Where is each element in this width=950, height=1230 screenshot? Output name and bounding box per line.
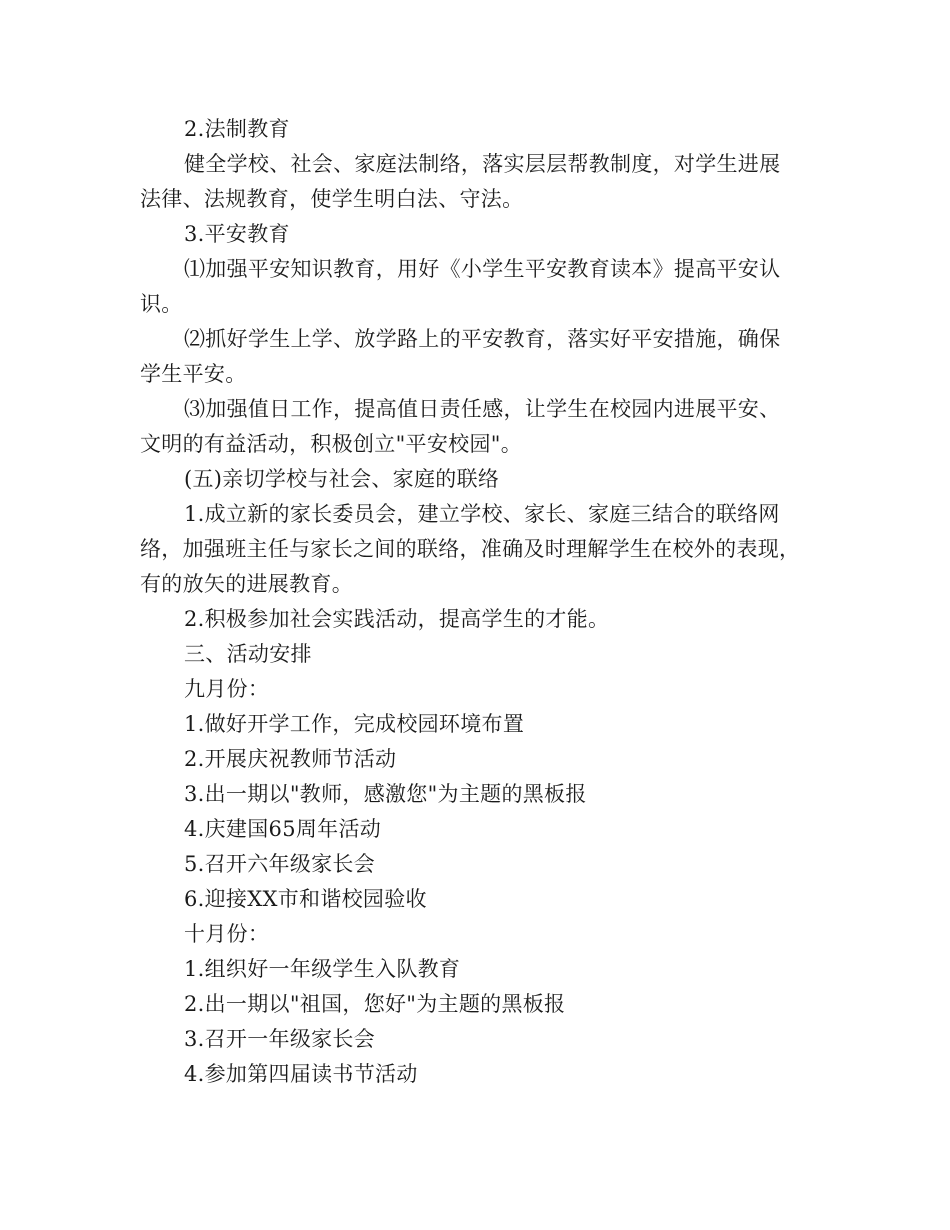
list-item: 2.开展庆祝教师节活动: [184, 747, 397, 771]
section-heading: (五)亲切学校与社会、家庭的联络: [184, 467, 500, 491]
paragraph-line: 识。: [140, 292, 183, 316]
list-item: 4.庆建国65周年活动: [184, 817, 382, 841]
month-heading: 九月份：: [184, 677, 270, 701]
section-heading: 3.平安教育: [184, 222, 290, 246]
list-item: 1.组织好一年级学生入队教育: [184, 957, 461, 981]
paragraph-line: ⑶加强值日工作，提高值日责任感，让学生在校园内进展平安、: [184, 397, 781, 421]
list-item: 1.做好开学工作，完成校园环境布置: [184, 712, 525, 736]
paragraph-line: 2.积极参加社会实践活动，提高学生的才能。: [184, 607, 610, 631]
month-heading: 十月份：: [184, 922, 270, 946]
document-body: [140, 112, 830, 1092]
paragraph-line: 法律、法规教育，使学生明白法、守法。: [140, 187, 524, 211]
section-heading: 三、活动安排: [184, 642, 312, 666]
paragraph-line: 有的放矢的进展教育。: [140, 572, 353, 596]
paragraph-line: ⑴加强平安知识教育，用好《小学生平安教育读本》提高平安认: [184, 257, 781, 281]
list-item: 6.迎接XX市和谐校园验收: [184, 887, 427, 911]
paragraph-line: 文明的有益活动，积极创立"平安校园"。: [140, 432, 523, 456]
list-item: 5.召开六年级家长会: [184, 852, 376, 876]
list-item: 3.召开一年级家长会: [184, 1027, 376, 1051]
paragraph-line: 1.成立新的家长委员会，建立学校、家长、家庭三结合的联络网: [184, 502, 780, 526]
paragraph-line: 络，加强班主任与家长之间的联络，准确及时理解学生在校外的表现，: [140, 537, 801, 561]
paragraph-line: 健全学校、社会、家庭法制络，落实层层帮教制度，对学生进展: [184, 152, 781, 176]
paragraph-line: ⑵抓好学生上学、放学路上的平安教育，落实好平安措施，确保: [184, 327, 781, 351]
list-item: 2.出一期以"祖国，您好"为主题的黑板报: [184, 992, 566, 1016]
section-heading: 2.法制教育: [184, 117, 290, 141]
list-item: 3.出一期以"教师，感激您"为主题的黑板报: [184, 782, 587, 806]
paragraph-line: 学生平安。: [140, 362, 247, 386]
list-item: 4.参加第四届读书节活动: [184, 1062, 418, 1086]
